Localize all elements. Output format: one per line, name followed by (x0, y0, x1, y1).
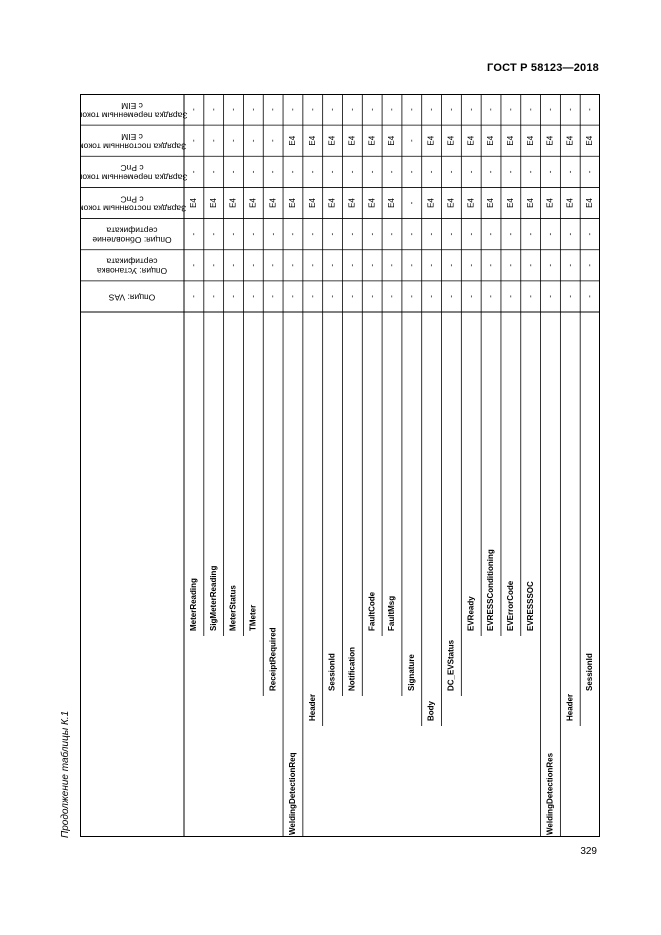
table-cell-value: - (565, 263, 575, 267)
table-cell-value: - (426, 295, 436, 298)
table-cell-value: - (367, 170, 377, 174)
table-cell-value: - (208, 232, 218, 236)
element-name: SessionId (585, 653, 595, 691)
table-cell-value: - (406, 170, 416, 174)
table-cell-value: - (228, 170, 238, 174)
table-cell-value: - (268, 139, 278, 143)
table-cell-value: - (307, 232, 317, 236)
table-cell-value: E4 (585, 135, 595, 146)
table-cell-value: - (426, 232, 436, 236)
table-cell-value: - (327, 295, 337, 298)
document-standard-code: ГОСТ Р 58123—2018 (487, 62, 599, 74)
table-cell-value: - (288, 108, 298, 111)
table-cell-value: - (446, 108, 456, 111)
table-cell-value: - (288, 263, 298, 267)
table-cell-value: - (347, 295, 357, 298)
table-cell-value: - (327, 263, 337, 267)
table-cell-value: E4 (486, 198, 496, 208)
table-cell-value: - (189, 139, 199, 143)
table-cell-value: - (387, 170, 397, 174)
table-cell-value: - (347, 108, 357, 111)
table-cell-value: - (545, 232, 555, 236)
page-number: 329 (580, 846, 597, 857)
table-cell-value: - (525, 108, 535, 111)
table-cell-value: - (347, 170, 357, 174)
table-cell-value: - (387, 232, 397, 236)
table-cell-value: E4 (426, 198, 436, 208)
table-cell-value: - (525, 170, 535, 174)
table-cell-value: - (545, 295, 555, 298)
table-cell-value: - (248, 139, 258, 143)
table-cell-value: - (268, 263, 278, 267)
table-cell-value: - (446, 295, 456, 298)
table-cell-value: - (406, 263, 416, 267)
table-cell-value: - (525, 295, 535, 298)
table-cell-value: - (565, 108, 575, 111)
table-cell-value: - (189, 232, 199, 236)
column-header: Зарядка переменным токомс EIM (80, 100, 188, 120)
table-cell-value: - (228, 139, 238, 143)
element-name: EVErrorCode (505, 580, 515, 631)
table-cell-value: E4 (208, 198, 218, 208)
table-cell-value: - (327, 108, 337, 111)
table-cell-value: - (565, 170, 575, 174)
table-cell-value: E4 (565, 135, 575, 146)
table-cell-value: - (545, 108, 555, 111)
table-cell-value: - (406, 201, 416, 205)
table-cell-value: E4 (446, 135, 456, 146)
column-header: Зарядка постоянным токомс EIM (80, 131, 187, 152)
table-cell-value: - (565, 295, 575, 298)
table-cell-value: - (268, 232, 278, 236)
table-continuation-label: Продолжение таблицы К.1 (60, 710, 71, 838)
table-cell-value: - (307, 170, 317, 174)
element-name: FaultMsg (387, 595, 397, 631)
table-cell-value: - (426, 108, 436, 111)
element-name: Header (565, 693, 575, 721)
table-cell-value: - (189, 170, 199, 174)
table-cell-value: - (347, 263, 357, 267)
table-cell-value: - (228, 263, 238, 267)
table-cell-value: - (327, 170, 337, 174)
table-cell-value: - (585, 108, 595, 111)
element-name: DC_EVStatus (446, 639, 456, 691)
table-cell-value: - (406, 232, 416, 236)
table-cell-value: - (545, 263, 555, 267)
table-cell-value: - (486, 232, 496, 236)
table-cell-value: - (248, 232, 258, 236)
table-cell-value: - (406, 139, 416, 143)
table-cell-value: - (367, 232, 377, 236)
element-name: Header (307, 693, 317, 721)
element-name: WeldingDetectionRes (545, 752, 555, 835)
table-cell-value: E4 (189, 198, 199, 208)
table-cell-value: E4 (228, 198, 238, 208)
table-cell-value: - (446, 232, 456, 236)
element-name: SessionId (327, 653, 337, 691)
table-cell-value: - (486, 295, 496, 298)
table-cell-value: - (486, 263, 496, 267)
table-cell-value: - (189, 263, 199, 267)
table-cell-value: E4 (446, 198, 456, 208)
table-cell-value: - (466, 108, 476, 111)
element-name: TMeter (248, 604, 258, 631)
table-cell-value: E4 (248, 198, 258, 208)
table-cell-value: - (486, 170, 496, 174)
table-cell-value: - (268, 295, 278, 298)
table-cell-value: - (367, 108, 377, 111)
table-cell-value: E4 (387, 198, 397, 208)
table-cell-value: - (268, 108, 278, 111)
column-header: Опция: Обновлениесертификата (92, 225, 172, 245)
column-header: Зарядка переменным токомс PnC (80, 162, 188, 183)
table-cell-value: - (466, 170, 476, 174)
table-cell-value: E4 (545, 135, 555, 146)
element-name: SigMeterReading (208, 565, 218, 631)
table-cell-value: - (505, 263, 515, 267)
table-cell-value: - (446, 263, 456, 267)
table-cell-value: E4 (307, 135, 317, 146)
table-cell-value: - (228, 232, 238, 236)
table-cell-value: - (426, 263, 436, 267)
table-cell-value: - (208, 108, 218, 111)
table-cell-value: E4 (426, 135, 436, 146)
table-cell-value: - (585, 295, 595, 298)
column-header: Зарядка постоянным токомс PnC (80, 194, 187, 214)
element-name: ReceiptRequired (268, 627, 278, 691)
table-cell-value: - (367, 263, 377, 267)
table-cell-value: - (525, 232, 535, 236)
table-cell-value: - (446, 170, 456, 174)
table-cell-value: E4 (505, 198, 515, 208)
table-cell-value: - (327, 232, 337, 236)
table-cell-value: - (248, 170, 258, 174)
table-cell-value: - (347, 232, 357, 236)
table-cell-value: - (585, 232, 595, 236)
table-cell-value: - (466, 263, 476, 267)
table-cell-value: - (505, 170, 515, 174)
table-cell-value: - (208, 170, 218, 174)
table-cell-value: E4 (367, 135, 377, 146)
table-cell-value: - (189, 108, 199, 111)
table-cell-value: - (288, 170, 298, 174)
table-cell-value: - (505, 232, 515, 236)
table-cell-value: - (208, 263, 218, 267)
table-cell-value: - (288, 295, 298, 298)
table-cell-value: - (307, 108, 317, 111)
table-cell-value: - (288, 232, 298, 236)
column-header: Опция: Установкасертификата (96, 256, 168, 276)
table-cell-value: - (248, 263, 258, 267)
table-cell-value: E4 (486, 135, 496, 146)
table-cell-value: E4 (466, 198, 476, 208)
table-cell-value: E4 (565, 198, 575, 208)
table-cell-value: - (585, 263, 595, 267)
table-cell-value: - (525, 263, 535, 267)
requirements-table (80, 94, 600, 837)
table-cell-value: E4 (367, 198, 377, 208)
element-name: FaultCode (367, 591, 377, 631)
table-cell-value: E4 (327, 198, 337, 208)
table-cell-value: E4 (585, 198, 595, 208)
table-cell-value: - (505, 295, 515, 298)
element-name: EVRESSConditioning (486, 549, 496, 631)
table-cell-value: - (585, 170, 595, 174)
table-cell-value: - (248, 295, 258, 298)
table-cell-value: - (228, 108, 238, 111)
table-cell-value: - (387, 263, 397, 267)
table-cell-value: - (367, 295, 377, 298)
column-header: Опция: VAS (108, 292, 156, 303)
table-cell-value: E4 (525, 135, 535, 146)
table-cell-value: - (466, 295, 476, 298)
table-cell-value: E4 (545, 198, 555, 208)
element-name: Body (426, 701, 436, 721)
element-name: MeterReading (189, 578, 199, 631)
table-cell-value: E4 (387, 135, 397, 146)
table-cell-value: E4 (466, 135, 476, 146)
element-name: EVReady (466, 596, 476, 631)
table-cell-value: - (228, 295, 238, 298)
table-cell-value: - (406, 108, 416, 111)
table-cell-value: - (505, 108, 515, 111)
table-cell-value: - (486, 108, 496, 111)
table-cell-value: E4 (268, 198, 278, 208)
table-cell-value: E4 (347, 198, 357, 208)
element-name: EVRESSSOC (525, 581, 535, 631)
table-cell-value: - (387, 108, 397, 111)
table-cell-value: - (208, 295, 218, 298)
element-name: Signature (406, 654, 416, 691)
table-cell-value: E4 (307, 198, 317, 208)
table-cell-value: - (406, 295, 416, 298)
table-cell-value: - (268, 170, 278, 174)
requirements-table-grid (80, 94, 600, 837)
table-cell-value: - (248, 108, 258, 111)
table-cell-value: E4 (288, 135, 298, 146)
element-name: Notification (347, 647, 357, 691)
table-cell-value: E4 (288, 198, 298, 208)
table-cell-value: E4 (327, 135, 337, 146)
element-name: MeterStatus (228, 585, 238, 631)
table-cell-value: - (565, 232, 575, 236)
table-cell-value: - (466, 232, 476, 236)
table-cell-value: - (426, 170, 436, 174)
table-cell-value: - (387, 295, 397, 298)
table-cell-value: - (545, 170, 555, 174)
table-cell-value: - (189, 295, 199, 298)
table-cell-value: E4 (525, 198, 535, 208)
table-cell-value: - (208, 139, 218, 143)
table-cell-value: E4 (505, 135, 515, 146)
table-cell-value: E4 (347, 135, 357, 146)
table-cell-value: - (307, 295, 317, 298)
table-cell-value: - (307, 263, 317, 267)
element-name: WeldingDetectionReq (288, 752, 298, 835)
